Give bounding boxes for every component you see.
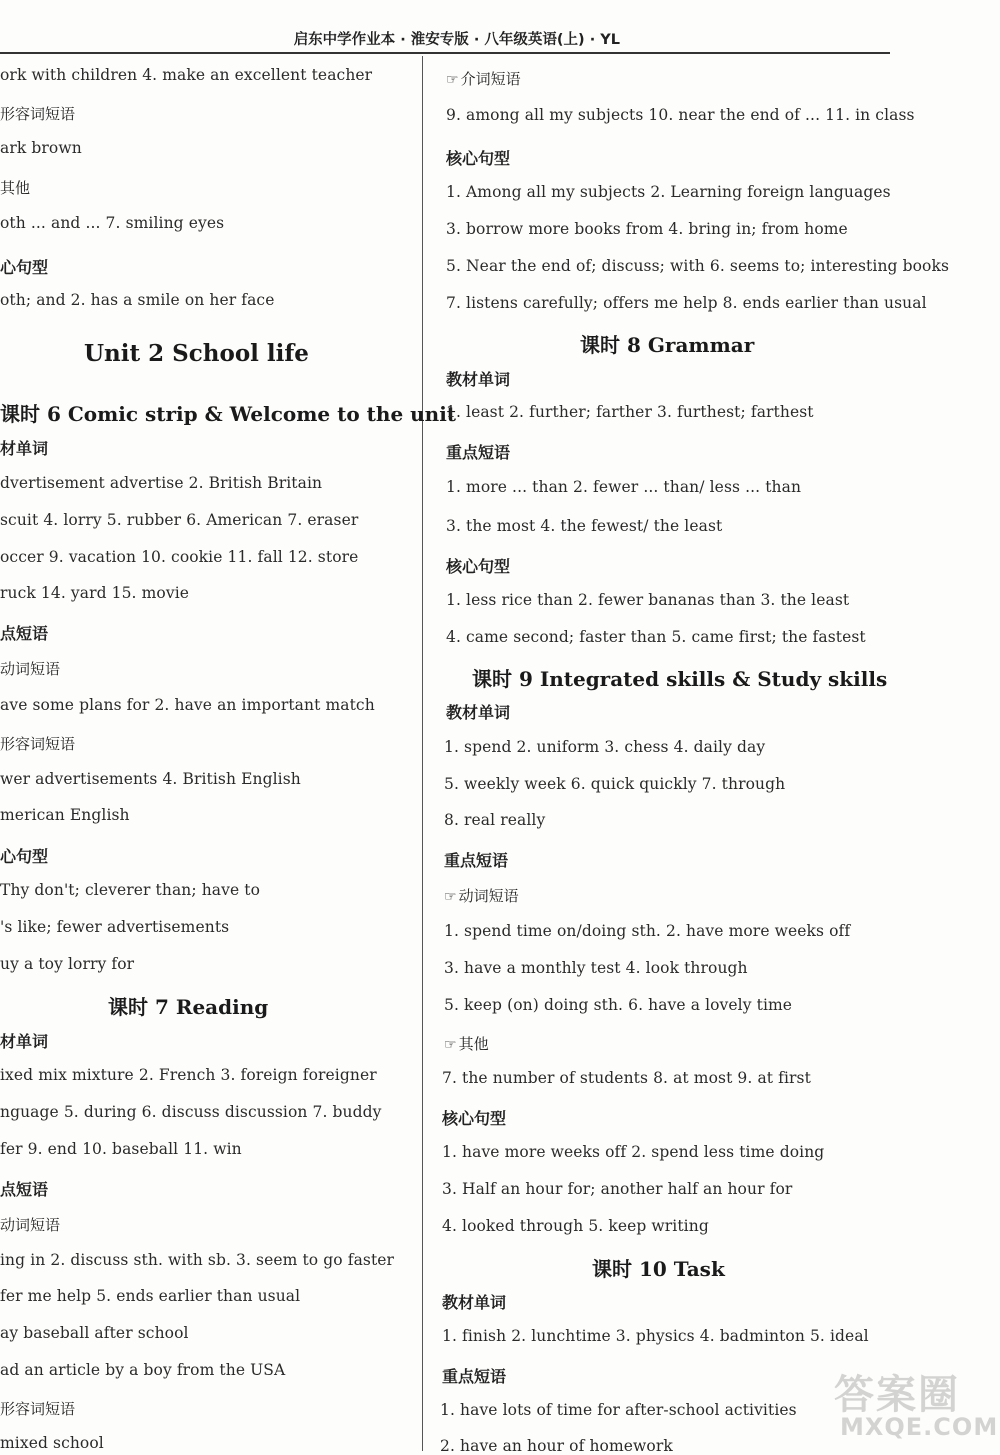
answer-line: 1. Among all my subjects 2. Learning foreign languages [446,183,891,201]
section-heading: 点短语 [0,1180,49,1199]
answer-line: ixed mix mixture 2. French 3. foreign foreigner [0,1066,377,1084]
answer-line: 1. least 2. further; farther 3. furthest; farthest [446,403,814,421]
section-heading: 教材单词 [446,370,511,389]
answer-line: scuit 4. lorry 5. rubber 6. American 7. eraser [0,511,359,529]
answer-line: 1. have lots of time for after-school activities [440,1401,797,1419]
answer-line: 1. more ... than 2. fewer ... than/ less ... than [446,478,802,496]
section-label: ☞ 其他 [444,1035,489,1053]
answer-line: ark brown [0,139,82,157]
answer-line: 2. have an hour of homework [440,1437,673,1455]
answer-line: 3. borrow more books from 4. bring in; from home [446,220,848,238]
section-label: ☞ 介词短语 [446,70,521,88]
answer-line: 1. finish 2. lunchtime 3. physics 4. badminton 5. ideal [442,1327,869,1345]
answer-line: ad an article by a boy from the USA [0,1361,286,1379]
pointing-hand-icon: ☞ [444,1037,457,1053]
section-heading: 重点短语 [442,1367,507,1386]
answer-line: 3. the most 4. the fewest/ the least [446,517,723,535]
section-heading: 材单词 [0,439,49,458]
unit-title: Unit 2 School life [84,340,309,367]
answer-line: 7. listens carefully; offers me help 8. ends earlier than usual [446,294,927,312]
section-label: 形容词短语 [0,105,76,123]
section-heading: 重点短语 [444,851,509,870]
pointing-hand-icon: ☞ [444,889,457,905]
section-label: 形容词短语 [0,735,76,753]
answer-line: 5. keep (on) doing sth. 6. have a lovely time [444,996,793,1014]
lesson-title: 课时 6 Comic strip & Welcome to the unit [0,402,457,426]
pointing-hand-icon: ☞ [446,72,459,88]
answer-line: dvertisement advertise 2. British Britain [0,474,323,492]
answer-line: Thy don't; cleverer than; have to [0,881,261,899]
answer-line: 3. have a monthly test 4. look through [444,959,748,977]
site-watermark [826,1363,999,1445]
answer-line: 5. Near the end of; discuss; with 6. seems to; interesting books [446,257,950,275]
answer-line: 1. have more weeks off 2. spend less time doing [442,1143,825,1161]
header-title: 启东中学作业本 · 淮安专版 · 八年级英语(上) · YL [293,32,620,48]
page-header [0,18,890,54]
section-label: 其他 [0,179,31,197]
section-heading: 核心句型 [446,557,511,576]
answer-line: merican English [0,806,130,824]
answer-line: nguage 5. during 6. discuss discussion 7. buddy [0,1103,382,1121]
answer-line: 1. spend 2. uniform 3. chess 4. daily day [444,738,766,756]
section-heading: 教材单词 [446,703,511,722]
answer-line: wer advertisements 4. British English [0,770,301,788]
section-heading: 材单词 [0,1032,49,1051]
answer-line: 9. among all my subjects 10. near the end of ... 11. in class [446,106,915,124]
section-heading: 点短语 [0,624,49,643]
section-label: ☞ 动词短语 [444,887,519,905]
answer-line: ruck 14. yard 15. movie [0,584,190,602]
answer-line: uy a toy lorry for [0,955,135,973]
answer-line: fer 9. end 10. baseball 11. win [0,1140,242,1158]
answer-line: oth ... and ... 7. smiling eyes [0,214,225,232]
answer-line: 8. real really [444,811,546,829]
answer-line: ork with children 4. make an excellent teacher [0,66,373,84]
section-heading: 教材单词 [442,1293,507,1312]
section-heading: 心句型 [0,258,49,277]
lesson-title: 课时 7 Reading [108,995,269,1019]
section-label: 动词短语 [0,1216,61,1234]
section-label: 形容词短语 [0,1400,76,1418]
section-heading: 重点短语 [446,443,511,462]
lesson-title: 课时 8 Grammar [580,333,755,357]
answer-line: occer 9. vacation 10. cookie 11. fall 12. store [0,548,359,566]
answer-line: 7. the number of students 8. at most 9. at first [442,1069,811,1087]
answer-line: 5. weekly week 6. quick quickly 7. through [444,775,786,793]
answer-line: mixed school [0,1434,104,1452]
section-label: 动词短语 [0,660,61,678]
answer-line: 4. came second; faster than 5. came first; the fastest [446,628,866,646]
answer-line: 4. looked through 5. keep writing [442,1217,709,1235]
lesson-title: 课时 10 Task [592,1257,725,1281]
answer-line: fer me help 5. ends earlier than usual [0,1287,301,1305]
watermark-url: MXQE.COM [840,1413,999,1441]
answer-line: 1. spend time on/doing sth. 2. have more weeks off [444,922,851,940]
column-divider [422,56,423,1451]
answer-line: ave some plans for 2. have an important match [0,696,375,714]
answer-line: 3. Half an hour for; another half an hour for [442,1180,793,1198]
section-heading: 心句型 [0,847,49,866]
answer-line: 1. less rice than 2. fewer bananas than 3. the least [446,591,850,609]
answer-line: 's like; fewer advertisements [0,918,230,936]
watermark-logo-text: 答案圈 [834,1372,960,1418]
answer-line: oth; and 2. has a smile on her face [0,291,275,309]
answer-line: ay baseball after school [0,1324,189,1342]
lesson-title: 课时 9 Integrated skills & Study skills [472,667,888,691]
section-heading: 核心句型 [442,1109,507,1128]
answer-line: ing in 2. discuss sth. with sb. 3. seem to go faster [0,1251,395,1269]
section-heading: 核心句型 [446,149,511,168]
